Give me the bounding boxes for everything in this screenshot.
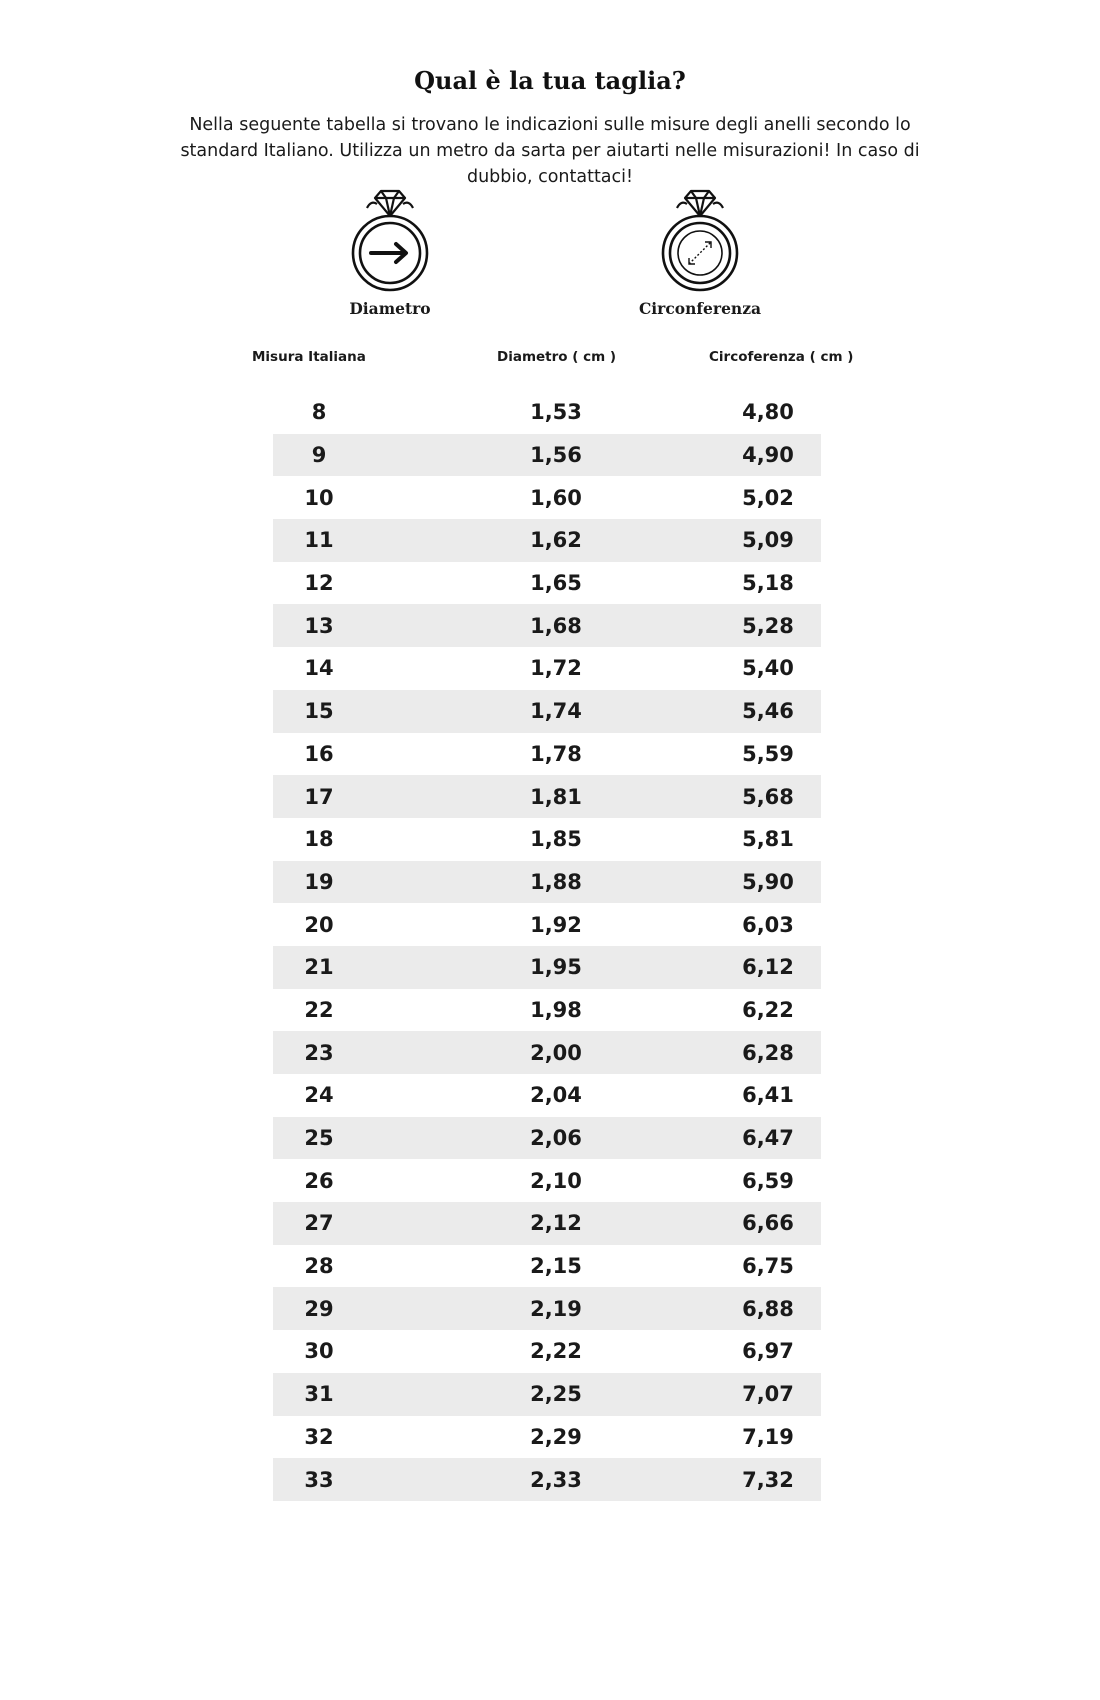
cell-diametro: 1,81 xyxy=(530,784,582,809)
table-row xyxy=(273,733,821,776)
cell-misura: 13 xyxy=(304,613,334,638)
cell-misura: 12 xyxy=(304,571,334,596)
cell-circonferenza: 5,68 xyxy=(742,784,794,809)
cell-diametro: 1,65 xyxy=(530,571,582,596)
cell-misura: 15 xyxy=(304,699,334,724)
cell-circonferenza: 5,81 xyxy=(742,827,794,852)
cell-diametro: 2,29 xyxy=(530,1424,582,1449)
table-row xyxy=(273,989,821,1032)
cell-misura: 24 xyxy=(304,1083,334,1108)
cell-misura: 32 xyxy=(304,1424,334,1449)
cell-misura: 9 xyxy=(311,443,327,468)
cell-misura: 10 xyxy=(304,485,334,510)
table-row xyxy=(273,861,821,904)
table-row xyxy=(273,604,821,647)
intro-text: Nella seguente tabella si trovano le indicazioni sulle misure degli anelli secondo lo standard Italiano. Utilizza un metro da sarta per aiutarti nelle misurazioni! In caso di dubbio, contattaci! xyxy=(180,115,920,187)
size-table xyxy=(273,391,821,1501)
cell-misura: 27 xyxy=(304,1211,334,1236)
table-row xyxy=(273,1074,821,1117)
cell-diametro: 1,88 xyxy=(530,869,582,894)
table-row xyxy=(273,690,821,733)
cell-diametro: 2,10 xyxy=(530,1168,582,1193)
cell-circonferenza: 6,88 xyxy=(742,1296,794,1321)
cell-circonferenza: 6,75 xyxy=(742,1254,794,1279)
cell-misura: 20 xyxy=(304,912,334,937)
cell-misura: 11 xyxy=(304,528,334,553)
table-row xyxy=(273,818,821,861)
cell-circonferenza: 5,90 xyxy=(742,869,794,894)
cell-circonferenza: 4,80 xyxy=(742,400,794,425)
cell-circonferenza: 6,97 xyxy=(742,1339,794,1364)
cell-diametro: 1,72 xyxy=(530,656,582,681)
cell-misura: 31 xyxy=(304,1382,334,1407)
cell-misura: 17 xyxy=(304,784,334,809)
cell-misura: 19 xyxy=(304,869,334,894)
cell-circonferenza: 6,03 xyxy=(742,912,794,937)
table-row xyxy=(273,1245,821,1288)
circumference-label: Circonferenza xyxy=(638,299,762,318)
cell-circonferenza: 6,47 xyxy=(742,1126,794,1151)
circumference-block xyxy=(620,188,780,318)
cell-circonferenza: 6,41 xyxy=(742,1083,794,1108)
cell-circonferenza: 5,46 xyxy=(742,699,794,724)
cell-circonferenza: 6,59 xyxy=(742,1168,794,1193)
cell-circonferenza: 6,22 xyxy=(742,997,794,1022)
cell-diametro: 2,19 xyxy=(530,1296,582,1321)
cell-circonferenza: 6,66 xyxy=(742,1211,794,1236)
table-row xyxy=(273,1159,821,1202)
cell-misura: 26 xyxy=(304,1168,334,1193)
cell-circonferenza: 5,18 xyxy=(742,571,794,596)
cell-misura: 18 xyxy=(304,827,334,852)
cell-misura: 28 xyxy=(304,1254,334,1279)
table-row xyxy=(273,1202,821,1245)
cell-circonferenza: 7,32 xyxy=(742,1467,794,1492)
table-row xyxy=(273,946,821,989)
cell-misura: 14 xyxy=(304,656,334,681)
cell-diametro: 2,04 xyxy=(530,1083,582,1108)
cell-diametro: 1,74 xyxy=(530,699,582,724)
cell-diametro: 2,22 xyxy=(530,1339,582,1364)
cell-diametro: 1,60 xyxy=(530,485,582,510)
table-row xyxy=(273,434,821,477)
cell-misura: 21 xyxy=(304,955,334,980)
page-title: Qual è la tua taglia? xyxy=(414,66,686,95)
cell-misura: 33 xyxy=(304,1467,334,1492)
column-header-misura: Misura Italiana xyxy=(252,349,366,365)
cell-circonferenza: 5,59 xyxy=(742,741,794,766)
cell-diametro: 2,15 xyxy=(530,1254,582,1279)
cell-diametro: 1,85 xyxy=(530,827,582,852)
table-row xyxy=(273,1416,821,1459)
table-row xyxy=(273,1287,821,1330)
table-row xyxy=(273,476,821,519)
cell-diametro: 1,62 xyxy=(530,528,582,553)
cell-diametro: 1,98 xyxy=(530,997,582,1022)
ring-circumference-icon xyxy=(655,188,745,293)
cell-diametro: 1,53 xyxy=(530,400,582,425)
column-header-diametro: Diametro ( cm ) xyxy=(497,349,617,365)
cell-circonferenza: 5,28 xyxy=(742,613,794,638)
cell-misura: 25 xyxy=(304,1126,334,1151)
cell-misura: 23 xyxy=(304,1040,334,1065)
cell-misura: 29 xyxy=(304,1296,334,1321)
table-row xyxy=(273,1117,821,1160)
table-row xyxy=(273,647,821,690)
cell-diametro: 2,33 xyxy=(530,1467,582,1492)
table-row xyxy=(273,1330,821,1373)
cell-misura: 16 xyxy=(304,741,334,766)
table-row xyxy=(273,391,821,434)
cell-circonferenza: 7,07 xyxy=(742,1382,794,1407)
diameter-label: Diametro xyxy=(349,299,431,318)
table-row xyxy=(273,1373,821,1416)
cell-circonferenza: 6,12 xyxy=(742,955,794,980)
cell-diametro: 1,68 xyxy=(530,613,582,638)
cell-diametro: 2,06 xyxy=(530,1126,582,1151)
cell-circonferenza: 5,02 xyxy=(742,485,794,510)
table-row xyxy=(273,1458,821,1501)
cell-misura: 8 xyxy=(311,400,327,425)
cell-diametro: 1,56 xyxy=(530,443,582,468)
diameter-block xyxy=(320,188,460,318)
cell-misura: 30 xyxy=(304,1339,334,1364)
cell-diametro: 2,25 xyxy=(530,1382,582,1407)
cell-circonferenza: 5,40 xyxy=(742,656,794,681)
cell-circonferenza: 5,09 xyxy=(742,528,794,553)
cell-diametro: 1,95 xyxy=(530,955,582,980)
cell-misura: 22 xyxy=(304,997,334,1022)
table-row xyxy=(273,903,821,946)
table-row xyxy=(273,562,821,605)
cell-diametro: 2,12 xyxy=(530,1211,582,1236)
cell-circonferenza: 7,19 xyxy=(742,1424,794,1449)
cell-circonferenza: 4,90 xyxy=(742,443,794,468)
table-row xyxy=(273,519,821,562)
table-row xyxy=(273,775,821,818)
cell-circonferenza: 6,28 xyxy=(742,1040,794,1065)
table-row xyxy=(273,1031,821,1074)
column-header-circonferenza: Circoferenza ( cm ) xyxy=(709,349,854,365)
cell-diametro: 1,92 xyxy=(530,912,582,937)
cell-diametro: 2,00 xyxy=(530,1040,582,1065)
cell-diametro: 1,78 xyxy=(530,741,582,766)
ring-diameter-icon xyxy=(345,188,435,293)
